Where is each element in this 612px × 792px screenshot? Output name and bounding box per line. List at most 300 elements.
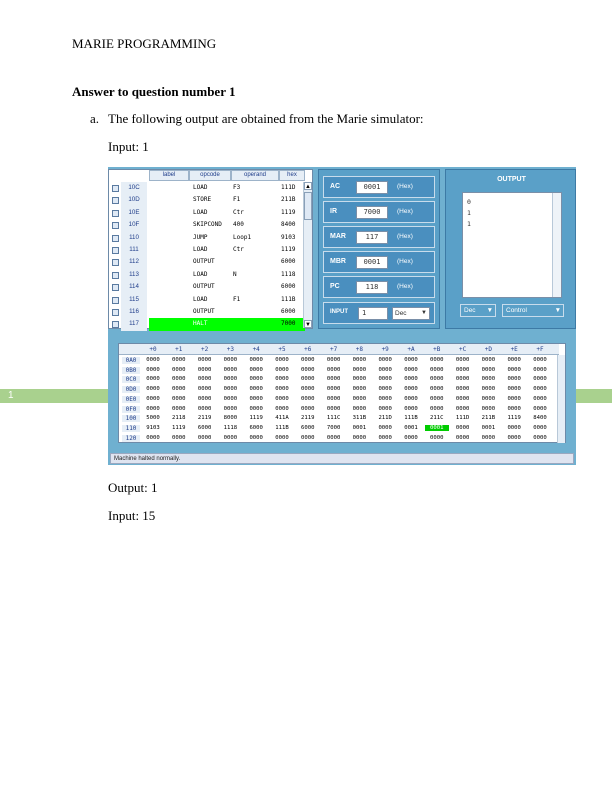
row-opcode: STORE [193, 196, 212, 204]
row-address: 117 [121, 318, 147, 330]
memory-cell: 0000 [507, 434, 521, 441]
memory-cell: 0000 [455, 357, 470, 363]
chevron-down-icon: ▼ [421, 310, 427, 316]
memory-cell: 0000 [301, 366, 315, 373]
input-field[interactable]: 1 [358, 307, 388, 320]
row-hex: 111D [281, 184, 296, 191]
memory-cell: 0000 [223, 366, 238, 373]
memory-cell: 0000 [172, 395, 186, 402]
output-mode-select[interactable] [460, 304, 496, 317]
row-hex: 6000 [281, 258, 296, 266]
memory-cell: 0000 [249, 357, 263, 363]
memory-cell: 0000 [404, 376, 418, 383]
memory-column-header: +D [484, 346, 492, 353]
memory-cell: 1118 [223, 424, 238, 431]
memory-cell: 0000 [197, 357, 212, 363]
row-hex: 211B [281, 196, 296, 204]
memory-column-header: +4 [252, 346, 260, 353]
breakpoint-checkbox[interactable] [112, 185, 119, 192]
output-scrollbar[interactable] [552, 193, 561, 297]
memory-cell: 6000 [197, 424, 212, 431]
memory-cell: 0000 [197, 376, 212, 383]
memory-column-header: +9 [381, 346, 389, 353]
marie-simulator-screenshot [108, 167, 576, 465]
memory-cell: 0000 [301, 405, 315, 412]
memory-cell: 0000 [326, 434, 341, 441]
memory-cell: 0000 [352, 366, 367, 373]
memory-cell: 0000 [378, 376, 392, 383]
input-mode-value: Dec [395, 310, 407, 317]
list-marker: a. [90, 111, 100, 126]
memory-cell: 0000 [146, 405, 160, 412]
memory-cell: 0000 [481, 395, 496, 402]
memory-column-header: +0 [149, 346, 157, 353]
memory-header [119, 344, 559, 355]
memory-cell: 0000 [301, 395, 315, 402]
row-hex: 1119 [281, 245, 296, 253]
output-box [462, 192, 562, 298]
row-operand: Loop1 [233, 233, 252, 241]
memory-cell: 0000 [507, 357, 521, 363]
memory-cell: 0000 [172, 386, 186, 393]
program-row[interactable] [109, 232, 305, 244]
memory-cell: 0000 [352, 434, 367, 441]
memory-cell: 0000 [404, 357, 418, 363]
memory-cell: 0000 [326, 386, 341, 393]
memory-cell: 0000 [223, 395, 238, 402]
memory-cell: 0000 [249, 376, 263, 383]
memory-cell: 0000 [197, 395, 212, 402]
memory-cell: 0000 [378, 366, 392, 373]
memory-cell: 111D [455, 415, 470, 422]
memory-cell: 9103 [146, 424, 160, 431]
breakpoint-checkbox[interactable] [112, 297, 119, 304]
memory-cell: 0000 [197, 386, 212, 393]
memory-cell: 0000 [507, 405, 521, 412]
program-row[interactable] [109, 306, 305, 318]
memory-row-address: 120 [122, 435, 140, 442]
status-bar: Machine halted normally. [110, 453, 574, 464]
memory-column-header: +1 [175, 346, 183, 353]
row-opcode: OUTPUT [193, 258, 215, 266]
register-value[interactable]: 0001 [356, 256, 388, 269]
memory-row-address: 0B0 [122, 367, 140, 374]
row-operand: 400 [233, 221, 244, 229]
output-label-1: Output: 1 [108, 480, 158, 495]
page-band-right [576, 389, 612, 403]
memory-cell: 0000 [533, 424, 547, 431]
register-name: IR [330, 208, 337, 215]
register-mode: (Hex) [397, 183, 413, 190]
memory-cell: 0000 [533, 395, 547, 402]
memory-cell: 0000 [146, 434, 160, 441]
breakpoint-checkbox[interactable] [112, 222, 119, 229]
register-panel [318, 169, 440, 329]
memory-cell: 0000 [378, 434, 392, 441]
memory-cell: 0000 [507, 395, 521, 402]
memory-cell: 0000 [378, 405, 392, 412]
memory-cell: 0001 [352, 424, 367, 431]
memory-row-address: 0A0 [122, 357, 140, 364]
register-pc [323, 276, 435, 298]
row-hex: 111B [281, 295, 296, 303]
memory-cell: 0000 [172, 434, 186, 441]
memory-cell: 0001 [404, 424, 418, 431]
input-mode-select[interactable] [392, 307, 430, 320]
memory-column-header: +2 [200, 346, 209, 353]
program-row[interactable] [109, 182, 305, 194]
memory-cell: 0000 [481, 366, 496, 373]
program-row[interactable] [109, 244, 305, 256]
breakpoint-checkbox[interactable] [112, 235, 119, 242]
program-rows [109, 182, 305, 331]
row-opcode: OUTPUT [193, 307, 215, 315]
output-control-value: Control [506, 307, 527, 314]
memory-cell: 111B [275, 424, 289, 431]
row-opcode: LOAD [193, 295, 208, 303]
memory-cell: 2119 [197, 415, 212, 422]
memory-cell: 0000 [172, 366, 186, 373]
memory-cell: 0001 [425, 425, 449, 431]
row-hex: 1118 [281, 270, 296, 278]
memory-cell: 0000 [301, 386, 315, 393]
memory-cell: 0000 [249, 434, 263, 441]
register-input [323, 302, 435, 324]
program-row[interactable] [109, 281, 305, 293]
memory-cell: 0000 [326, 405, 341, 412]
memory-cell: 1119 [172, 424, 186, 431]
memory-cell: 0000 [404, 386, 418, 393]
memory-cell: 0000 [455, 366, 470, 373]
breakpoint-checkbox[interactable] [112, 197, 119, 204]
memory-cell: 0000 [507, 366, 521, 373]
breakpoint-checkbox[interactable] [112, 247, 119, 254]
memory-cell: 0000 [481, 386, 496, 393]
row-operand: F3 [233, 184, 241, 191]
register-value[interactable]: 0001 [356, 181, 388, 194]
scroll-up-icon[interactable]: ▲ [305, 184, 311, 190]
memory-cell: 0000 [533, 434, 547, 441]
col-opcode: opcode [189, 170, 231, 181]
program-row[interactable] [109, 219, 305, 231]
memory-cell: 0000 [223, 376, 238, 383]
row-opcode: LOAD [193, 245, 208, 253]
memory-column-header: +E [510, 346, 518, 353]
memory-column-header: +6 [304, 346, 312, 353]
program-row[interactable] [109, 269, 305, 281]
memory-cell: 0000 [223, 357, 238, 363]
memory-cell: 0000 [146, 395, 160, 402]
memory-cell: 0000 [275, 405, 289, 412]
memory-column-header: +C [458, 346, 467, 353]
row-address: 111 [121, 244, 147, 256]
register-mode: (Hex) [397, 283, 413, 290]
memory-cell: 0000 [146, 357, 160, 363]
row-hex: 6000 [281, 307, 296, 315]
memory-cell: 0000 [507, 376, 521, 383]
memory-cell: 0000 [275, 434, 289, 441]
row-address: 116 [121, 306, 147, 318]
register-value[interactable]: 117 [356, 231, 388, 244]
input-name: INPUT [330, 309, 348, 315]
program-row[interactable] [109, 194, 305, 206]
memory-cell: 7000 [326, 424, 341, 431]
row-opcode: LOAD [193, 270, 208, 278]
memory-cell: 1119 [507, 415, 521, 422]
program-row[interactable] [109, 294, 305, 306]
memory-cell: 0000 [404, 366, 418, 373]
program-header [149, 170, 305, 181]
memory-cell: 0000 [507, 386, 521, 393]
register-name: MAR [330, 233, 346, 240]
scroll-thumb[interactable] [304, 192, 312, 220]
section-heading: Answer to question number 1 [72, 84, 236, 99]
memory-cell: 0000 [301, 376, 315, 383]
memory-cell: 1119 [249, 415, 263, 422]
memory-cell: 0000 [197, 366, 212, 373]
register-ir [323, 201, 435, 223]
memory-cell: 0000 [404, 395, 418, 402]
memory-row-address: 0E0 [122, 396, 140, 403]
chevron-down-icon: ▼ [554, 307, 561, 314]
memory-cell: 0000 [275, 366, 289, 373]
row-opcode: OUTPUT [193, 283, 215, 291]
row-operand: F1 [233, 196, 241, 204]
memory-cell: 0000 [430, 386, 444, 393]
register-name: PC [330, 283, 340, 290]
register-mbr [323, 251, 435, 273]
memory-cell: 0000 [378, 386, 392, 393]
memory-cell: 0000 [404, 405, 418, 412]
breakpoint-checkbox[interactable] [112, 321, 119, 328]
memory-cell: 0000 [455, 434, 470, 441]
memory-cell: 0000 [455, 376, 470, 383]
row-hex: 1119 [281, 208, 296, 216]
row-operand: N [233, 270, 237, 278]
memory-cell: 0000 [326, 366, 341, 373]
row-hex: 6000 [281, 283, 296, 291]
memory-cell: 2119 [301, 415, 315, 422]
memory-cell: 0000 [275, 357, 289, 363]
memory-cell: 0000 [455, 424, 470, 431]
breakpoint-checkbox[interactable] [112, 259, 119, 266]
memory-cell: 0000 [404, 434, 418, 441]
register-value[interactable]: 118 [356, 281, 388, 294]
breakpoint-checkbox[interactable] [112, 210, 119, 217]
memory-cell: 0000 [378, 395, 392, 402]
row-operand: Ctr [233, 245, 244, 253]
row-address: 113 [121, 269, 147, 281]
memory-cell: 0000 [430, 405, 444, 412]
output-line: 0 [467, 198, 471, 206]
memory-cell: 0000 [481, 376, 496, 383]
memory-cell: 0000 [249, 405, 263, 412]
row-operand: F1 [233, 295, 241, 303]
row-address: 110 [121, 232, 147, 244]
memory-cell: 0000 [481, 405, 496, 412]
memory-cell: 211C [430, 415, 444, 422]
scroll-down-icon[interactable]: ▼ [305, 322, 311, 328]
output-title: OUTPUT [497, 176, 526, 183]
memory-table [118, 343, 566, 443]
memory-cell: 0000 [352, 405, 367, 412]
memory-cell: 0000 [352, 376, 367, 383]
register-mode: (Hex) [397, 208, 413, 215]
row-operand: Ctr [233, 208, 244, 216]
output-line: 1 [467, 209, 471, 217]
col-operand: operand [231, 170, 279, 181]
memory-cell: 311B [352, 415, 367, 422]
memory-row-address: 110 [122, 425, 140, 432]
memory-cell: 0000 [223, 386, 238, 393]
row-hex: 7000 [281, 320, 296, 328]
memory-cell: 0000 [455, 405, 470, 412]
memory-cell: 0000 [430, 395, 444, 402]
memory-column-header: +F [536, 346, 544, 353]
memory-cell: 0000 [430, 376, 444, 383]
memory-cell: 0000 [146, 386, 160, 393]
memory-cell: 0000 [378, 357, 392, 363]
row-opcode: LOAD [193, 208, 208, 216]
memory-cell: 0000 [533, 386, 547, 393]
memory-cell: 0000 [275, 395, 289, 402]
memory-column-header: +3 [226, 346, 234, 353]
memory-cell: 0000 [326, 395, 341, 402]
memory-cell: 111C [326, 415, 341, 422]
output-line: 1 [467, 220, 471, 228]
row-address: 115 [121, 294, 147, 306]
memory-row-address: 0C0 [122, 376, 140, 383]
output-panel [445, 169, 576, 329]
memory-row-address: 0F0 [122, 406, 140, 413]
page-number: 1 [8, 390, 14, 401]
memory-cell: 0000 [146, 366, 160, 373]
col-label: label [149, 170, 189, 181]
row-address: 112 [121, 256, 147, 268]
memory-cell: 0000 [172, 357, 186, 363]
memory-cell: 6000 [249, 424, 263, 431]
memory-cell: 0000 [326, 357, 341, 363]
memory-cell: 0000 [533, 366, 547, 373]
row-address: 10F [121, 219, 147, 231]
memory-cell: 211B [481, 415, 496, 422]
memory-cell: 0000 [352, 386, 367, 393]
row-address: 10D [121, 194, 147, 206]
memory-cell: 0000 [223, 434, 238, 441]
memory-cell: 0000 [430, 357, 444, 363]
memory-cell: 0000 [249, 386, 263, 393]
memory-row-address: 0D0 [122, 386, 140, 393]
row-hex: 8400 [281, 221, 296, 229]
memory-cell: 0000 [146, 376, 160, 383]
memory-cell: 5000 [146, 415, 160, 422]
memory-cell: 8000 [223, 415, 238, 422]
memory-cell: 0000 [481, 434, 496, 441]
input-label-2: Input: 15 [108, 508, 156, 523]
memory-cell: 111B [404, 415, 418, 422]
input-label-1: Input: 1 [108, 139, 149, 154]
memory-cell: 0000 [533, 357, 547, 363]
output-control-select[interactable] [502, 304, 564, 317]
col-hex: hex [279, 170, 305, 181]
memory-cell: 0000 [430, 434, 444, 441]
program-row[interactable] [109, 318, 305, 330]
memory-cell: 0000 [223, 405, 238, 412]
row-opcode: HALT [193, 320, 208, 328]
row-address: 10E [121, 207, 147, 219]
memory-row-address: 100 [122, 415, 140, 422]
program-row[interactable] [109, 207, 305, 219]
memory-cell: 0000 [275, 386, 289, 393]
memory-column-header: +A [407, 346, 415, 353]
memory-cell: 0000 [172, 376, 186, 383]
memory-cell: 0000 [378, 424, 392, 431]
register-name: MBR [330, 258, 346, 265]
memory-scrollbar[interactable] [557, 355, 565, 443]
breakpoint-checkbox[interactable] [112, 309, 119, 316]
memory-cell: 0000 [352, 395, 367, 402]
breakpoint-checkbox[interactable] [112, 284, 119, 291]
memory-cell: 0001 [481, 424, 496, 431]
row-opcode: SKIPCOND [193, 221, 222, 229]
page-band-left [0, 389, 108, 403]
memory-cell: 0000 [533, 405, 547, 412]
memory-cell: 8400 [533, 415, 547, 422]
memory-cell: 0000 [197, 405, 212, 412]
memory-cell: 6000 [301, 424, 315, 431]
row-address: 10C [121, 182, 147, 194]
output-mode-value: Dec [464, 307, 476, 314]
memory-cell: 0000 [352, 357, 367, 363]
memory-column-header: +7 [329, 346, 338, 353]
document-header: MARIE PROGRAMMING [72, 36, 217, 51]
memory-cell: 0000 [275, 376, 289, 383]
register-name: AC [330, 183, 341, 190]
row-hex: 9103 [281, 233, 296, 241]
memory-cell: 0000 [172, 405, 186, 412]
memory-cell: 0000 [533, 376, 547, 383]
register-mar [323, 226, 435, 248]
memory-cell: 0000 [249, 395, 263, 402]
register-mode: (Hex) [397, 233, 413, 240]
memory-cell: 0000 [326, 376, 341, 383]
memory-column-header: +8 [355, 346, 363, 353]
memory-cell: 0000 [455, 395, 470, 402]
register-value[interactable]: 7000 [356, 206, 388, 219]
register-ac [323, 176, 435, 198]
memory-column-header: +5 [278, 346, 286, 353]
memory-cell: 211D [378, 415, 392, 422]
memory-cell: 0000 [507, 424, 521, 431]
row-address: 114 [121, 281, 147, 293]
memory-cell: 0000 [455, 386, 470, 393]
row-opcode: LOAD [193, 184, 208, 191]
memory-cell: 411A [275, 415, 289, 422]
memory-cell: 0000 [249, 366, 263, 373]
memory-cell: 2118 [172, 415, 186, 422]
program-listing [108, 169, 313, 329]
memory-cell: 0000 [301, 357, 315, 363]
memory-cell: 0000 [197, 434, 212, 441]
memory-cell: 0000 [430, 366, 444, 373]
register-mode: (Hex) [397, 258, 413, 265]
memory-cell: 0000 [481, 357, 496, 363]
chevron-down-icon: ▼ [486, 307, 493, 314]
program-scrollbar[interactable] [303, 182, 312, 328]
list-item-text: The following output are obtained from the Marie simulator: [108, 111, 424, 126]
program-row[interactable] [109, 256, 305, 268]
breakpoint-checkbox[interactable] [112, 272, 119, 279]
